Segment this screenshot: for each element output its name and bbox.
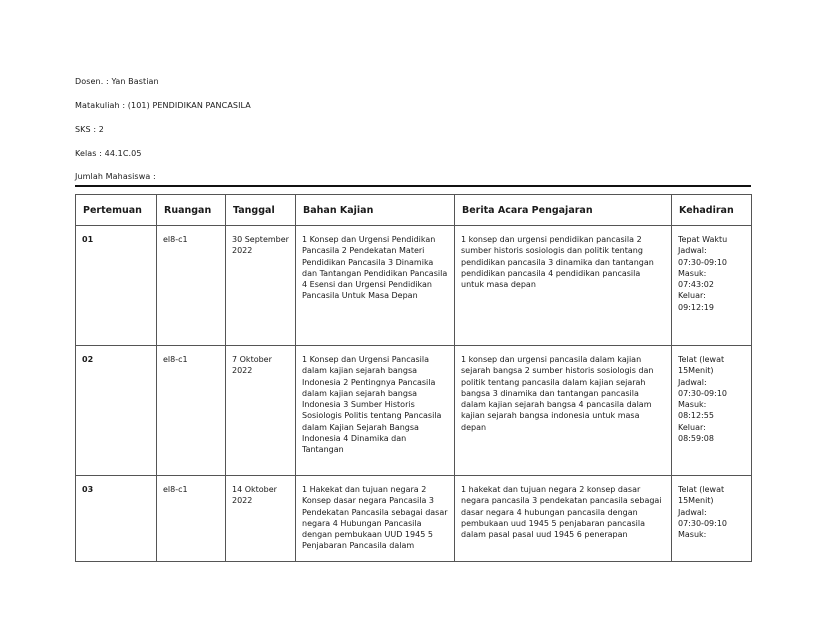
masuk-value: 08:12:55	[678, 411, 714, 421]
tanggal-cell: 30 September 2022	[226, 226, 296, 346]
kehadiran-cell	[672, 476, 752, 562]
jadwal-value: 07:30-09:10	[678, 518, 727, 528]
table-header-row	[76, 195, 752, 226]
tanggal-cell: 7 Oktober 2022	[226, 346, 296, 476]
berita-acara-cell: 1 hakekat dan tujuan negara 2 konsep dasar negara pancasila 3 pendekatan pancasila sebagai dasar negara 4 hubungan pancasila dengan pembukaan uud 1945 5 penjabaran pancasila dalam pasal pasal uud 1945 6 penerapan	[455, 476, 672, 562]
col-berita-acara: Berita Acara Pengajaran	[455, 195, 672, 226]
jadwal-value: 07:30-09:10	[678, 388, 727, 398]
berita-acara-cell: 1 konsep dan urgensi pendidikan pancasila 2 sumber historis sosiologis dan politik tentang pendidikan pancasila 3 dinamika dan tantangan pendidikan pancasila 4 pendidikan pancasila untuk masa depan	[455, 226, 672, 346]
kelas-line: Kelas : 44.1C.05	[75, 149, 142, 158]
kehadiran-cell	[672, 226, 752, 346]
jumlah-mahasiswa-line: Jumlah Mahasiswa :	[75, 172, 156, 181]
ruangan-cell: el8-c1	[157, 476, 226, 562]
tanggal-cell: 14 Oktober 2022	[226, 476, 296, 562]
keluar-value: 09:12:19	[678, 302, 714, 312]
pertemuan-cell: 01	[76, 226, 157, 346]
jadwal-value: 07:30-09:10	[678, 257, 727, 267]
berita-acara-cell: 1 konsep dan urgensi pancasila dalam kajian sejarah bangsa 2 sumber historis sosiologis dan politik tentang pancasila dalam kajian sejarah bangsa 3 dinamika dan tantangan pancasila dalam kajian sejarah bangsa 4 pancasila dalam kajian sejarah bangsa indonesia untuk masa depan	[455, 346, 672, 476]
table-row	[76, 476, 752, 562]
matakuliah-line: Matakuliah : (101) PENDIDIKAN PANCASILA	[75, 101, 251, 110]
col-tanggal: Tanggal	[226, 195, 296, 226]
masuk-value: 07:43:02	[678, 280, 714, 290]
bahan-kajian-cell: 1 Konsep dan Urgensi Pendidikan Pancasila 2 Pendekatan Materi Pendidikan Pancasila 3 Dinamika dan Tantangan Pendidikan Pancasila 4 Esensi dan Urgensi Pendidikan Pancasila Untuk Masa Depan	[296, 226, 455, 346]
table-row	[76, 346, 752, 476]
masuk-label: Masuk:	[678, 530, 707, 540]
pertemuan-cell: 02	[76, 346, 157, 476]
sks-line: SKS : 2	[75, 125, 104, 134]
jadwal-label: Jadwal:	[678, 377, 707, 387]
kehadiran-status: Telat (lewat 15Menit)	[678, 485, 725, 506]
bahan-kajian-cell: 1 Konsep dan Urgensi Pancasila dalam kajian sejarah bangsa Indonesia 2 Pentingnya Pancasila dalam kajian sejarah bangsa Indonesia 3 Sumber Historis Sosiologis Politis tentang Pancasila dalam Kajian Sejarah Bangsa Indonesia 4 Dinamika dan Tantangan	[296, 346, 455, 476]
pertemuan-cell: 03	[76, 476, 157, 562]
kehadiran-status: Telat (lewat 15Menit)	[678, 355, 725, 376]
header-divider	[75, 185, 751, 187]
col-ruangan: Ruangan	[157, 195, 226, 226]
col-kehadiran: Kehadiran	[672, 195, 752, 226]
jadwal-label: Jadwal:	[678, 246, 707, 256]
masuk-label: Masuk:	[678, 400, 707, 410]
table-row	[76, 226, 752, 346]
jadwal-label: Jadwal:	[678, 507, 707, 517]
kehadiran-cell	[672, 346, 752, 476]
ruangan-cell: el8-c1	[157, 226, 226, 346]
keluar-value: 08:59:08	[678, 434, 714, 444]
col-pertemuan: Pertemuan	[76, 195, 157, 226]
ruangan-cell: el8-c1	[157, 346, 226, 476]
keluar-label: Keluar:	[678, 422, 706, 432]
dosen-line: Dosen. : Yan Bastian	[75, 77, 159, 86]
bahan-kajian-cell: 1 Hakekat dan tujuan negara 2 Konsep dasar negara Pancasila 3 Pendekatan Pancasila sebagai dasar negara 4 Hubungan Pancasila dengan pembukaan UUD 1945 5 Penjabaran Pancasila dalam	[296, 476, 455, 562]
kehadiran-status: Tepat Waktu	[678, 235, 728, 244]
attendance-table	[75, 194, 752, 562]
col-bahan-kajian: Bahan Kajian	[296, 195, 455, 226]
masuk-label: Masuk:	[678, 268, 707, 278]
keluar-label: Keluar:	[678, 291, 706, 301]
